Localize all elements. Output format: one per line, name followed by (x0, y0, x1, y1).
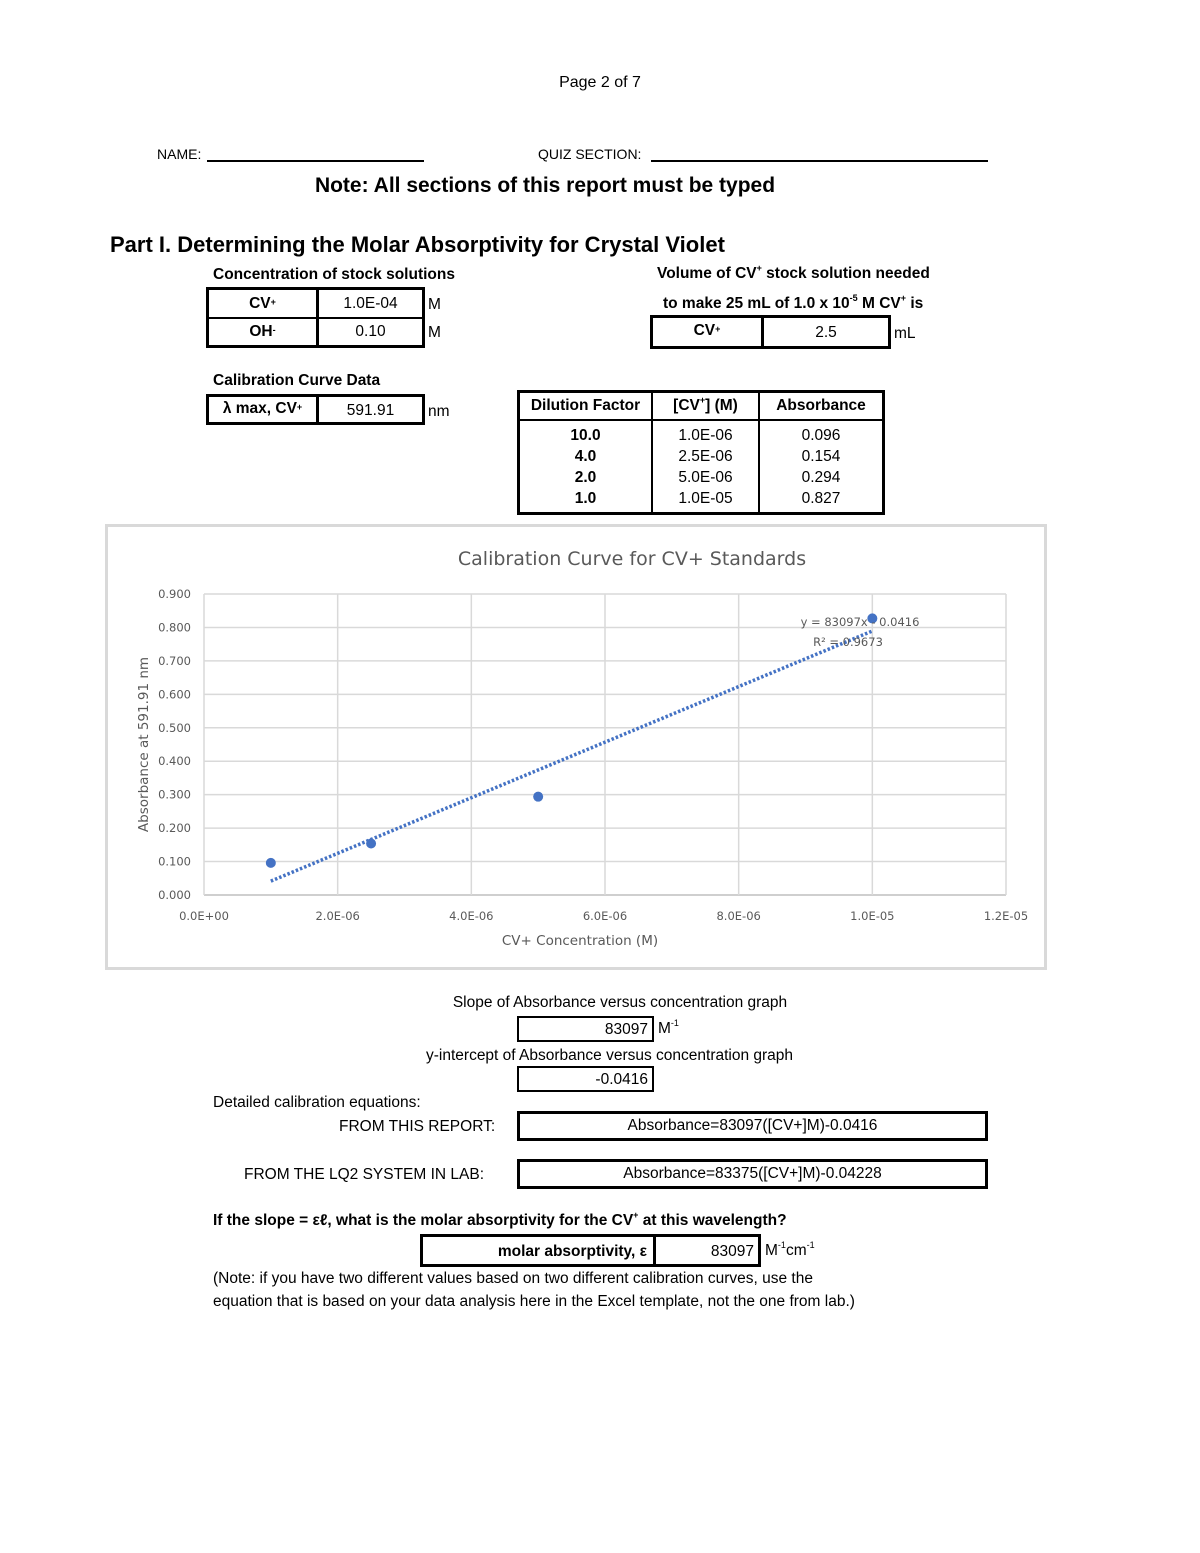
y-tick-label: 0.800 (158, 620, 191, 635)
dilution-factor-header: Dilution Factor (519, 392, 653, 421)
report-equation: Absorbance=83097([CV+]M)-0.0416 (517, 1111, 988, 1141)
molar-unit: $M^{-1}cm^{-1}$ (765, 1240, 815, 1259)
data-point (533, 792, 543, 802)
lq2-label: FROM THE LQ2 SYSTEM IN LAB: (244, 1166, 485, 1183)
report-label: FROM THIS REPORT: (339, 1118, 496, 1135)
molar-label: molar absorptivity, ε (497, 1243, 647, 1260)
stock-title: Concentration of stock solutions (213, 266, 455, 283)
stock-value-oh: 0.10 (355, 323, 386, 340)
table-cell: 0.294 (759, 467, 884, 488)
name-label: NAME: (157, 146, 202, 162)
table-cell: 10.0 (519, 420, 653, 446)
data-point (366, 838, 376, 848)
table-cell: 1.0E-06 (652, 420, 759, 446)
y-tick-label: 0.400 (158, 754, 191, 769)
x-axis-label: CV+ Concentration (M) (501, 933, 659, 949)
page-number: Page 2 of 7 (559, 74, 641, 91)
table-cell: 2.5E-06 (652, 446, 759, 467)
typed-note: Note: All sections of this report must be typed (314, 174, 776, 197)
chart-title: Calibration Curve for CV+ Standards (457, 548, 807, 570)
trendline-equation: y = 83097x - 0.0416 (800, 615, 920, 629)
trendline (271, 631, 873, 881)
footnote-line2: equation that is based on your data analysis here in the Excel template, not the one from lab.) (213, 1293, 855, 1310)
volume-species: CV+ (693, 322, 721, 339)
dilution-table (517, 390, 885, 515)
x-tick-label: 1.0E-05 (850, 909, 895, 923)
stock-species-oh: OH- (249, 323, 276, 340)
calibration-chart (105, 524, 1047, 970)
y-tick-label: 0.100 (158, 854, 191, 869)
table-row (519, 467, 884, 488)
quiz-section-field[interactable] (651, 160, 988, 162)
table-row (519, 420, 884, 446)
quiz-section-label: QUIZ SECTION: (538, 146, 642, 162)
y-tick-label: 0.600 (158, 687, 191, 702)
x-tick-label: 4.0E-06 (449, 909, 494, 923)
lambda-value: 591.91 (346, 402, 395, 419)
intercept-label: y-intercept of Absorbance versus concentration graph (426, 1047, 794, 1064)
volume-line1: Volume of CV+ stock solution needed (657, 263, 930, 282)
part-title: Part I. Determining the Molar Absorptivity for Crystal Violet (110, 232, 725, 257)
slope-unit: $M^{-1}$ (658, 1018, 679, 1037)
x-tick-label: 6.0E-06 (582, 909, 628, 923)
y-tick-label: 0.000 (158, 888, 191, 902)
lq2-equation: Absorbance=83375([CV+]M)-0.04228 (517, 1159, 988, 1189)
chart-svg (108, 527, 1044, 967)
detailed-label: Detailed calibration equations: (213, 1094, 421, 1111)
y-tick-label: 0.700 (158, 653, 191, 668)
intercept-value: -0.0416 (517, 1066, 654, 1092)
volume-unit: mL (894, 325, 916, 342)
footnote-line1: (Note: if you have two different values based on two different calibration curves, use the (213, 1270, 813, 1287)
x-tick-label: 0.0E+00 (179, 909, 229, 923)
stock-species-cv: CV+ (249, 295, 276, 312)
calibration-title: Calibration Curve Data (213, 372, 381, 389)
y-axis-label: Absorbance at 591.91 nm (136, 656, 152, 833)
table-cell: 1.0 (519, 488, 653, 514)
table-cell: 1.0E-05 (652, 488, 759, 514)
table-cell: 0.096 (759, 420, 884, 446)
table-cell: 2.0 (519, 467, 653, 488)
stock-value-cv: 1.0E-04 (343, 295, 398, 312)
molar-value: 83097 (710, 1243, 754, 1260)
table-row (519, 488, 884, 514)
y-tick-label: 0.500 (158, 720, 191, 735)
x-tick-label: 1.2E-05 (983, 909, 1029, 923)
y-tick-label: 0.900 (158, 587, 191, 601)
x-tick-label: 8.0E-06 (716, 909, 761, 923)
stock-unit-cv: M (428, 296, 441, 313)
table-cell: 0.827 (759, 488, 884, 514)
data-point (266, 858, 276, 868)
table-cell: 5.0E-06 (652, 467, 759, 488)
table-row (519, 446, 884, 467)
y-tick-label: 0.200 (158, 821, 191, 836)
lambda-unit: nm (428, 403, 450, 420)
y-tick-label: 0.300 (158, 787, 191, 802)
stock-unit-oh: M (428, 324, 441, 341)
volume-line2: to make 25 mL of 1.0 x $10^{-5}$ M CV+ is (663, 293, 924, 312)
volume-box (650, 315, 891, 349)
slope-value: 83097 (517, 1016, 654, 1042)
slope-label: Slope of Absorbance versus concentration graph (452, 994, 788, 1011)
absorbance-header: Absorbance (759, 392, 884, 421)
stock-table (206, 287, 425, 348)
molar-question: If the slope = εℓ, what is the molar absorptivity for the CV+ at this wavelength? (213, 1210, 787, 1229)
table-cell: 4.0 (519, 446, 653, 467)
trendline-r-squared: R² = 0.9673 (813, 635, 883, 649)
x-tick-label: 2.0E-06 (315, 909, 360, 923)
molar-box (420, 1234, 761, 1267)
name-field[interactable] (207, 160, 424, 162)
volume-value: 2.5 (815, 324, 837, 341)
lambda-label: λ max, CV+ (222, 400, 303, 417)
lambda-box (206, 394, 425, 425)
concentration-header: [CV+] (M) (652, 392, 759, 421)
table-cell: 0.154 (759, 446, 884, 467)
